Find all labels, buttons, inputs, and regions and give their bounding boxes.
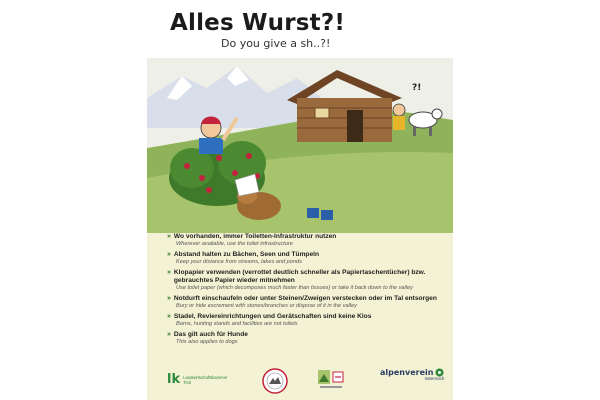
rule-item bbox=[167, 331, 449, 346]
rule-text-de: Das gilt auch für Hunde bbox=[173, 331, 248, 338]
page-title: Alles Wurst?! bbox=[170, 10, 346, 36]
alpenverein-sub: österreich bbox=[424, 376, 445, 381]
bullet-icon: » bbox=[167, 251, 171, 258]
lk-mark: lk bbox=[167, 372, 181, 387]
bullet-icon: » bbox=[167, 313, 171, 320]
alpenverein-name: alpenverein bbox=[380, 368, 434, 377]
hiker-right bbox=[393, 104, 405, 130]
rule-text-en: Barns, hunting stands and facilities are not toilets bbox=[176, 321, 298, 327]
rule-text-en: This also applies to dogs bbox=[176, 339, 238, 345]
bullet-icon: » bbox=[167, 233, 171, 240]
bullet-icon: » bbox=[167, 269, 171, 276]
rule-item bbox=[167, 233, 449, 248]
bullet-icon: » bbox=[167, 331, 171, 338]
rule-text-en: Keep your distance from streams, lakes and ponds bbox=[176, 259, 302, 265]
page-subtitle: Do you give a sh..?! bbox=[221, 37, 331, 50]
rule-text-en: Bury or hide excrement with stones/branches or dispose of it in the valley bbox=[176, 303, 357, 309]
rule-text-de: Notdurft einschaufeln oder unter Steinen/Zweigen verstecken oder im Tal entsorgen bbox=[173, 295, 437, 302]
rule-text-en: Use toilet paper (which decomposes much faster than tissues) or take it back down to the valley bbox=[176, 285, 413, 291]
rule-item bbox=[167, 295, 449, 310]
alpenverein-logo bbox=[380, 368, 444, 381]
bullet-icon: » bbox=[167, 295, 171, 302]
partner-logo bbox=[316, 368, 346, 392]
rule-text-en: Wherever available, use the toilet infrastructure bbox=[176, 241, 293, 247]
rule-item bbox=[167, 313, 449, 328]
lk-logo bbox=[167, 372, 227, 387]
rule-text-de: Wo vorhanden, immer Toiletten-Infrastruktur nutzen bbox=[173, 233, 337, 240]
rule-item bbox=[167, 269, 449, 292]
speech-mark: ?! bbox=[412, 83, 422, 93]
illustration bbox=[147, 58, 453, 233]
rule-text-de: Klopapier verwenden (verrottet deutlich schneller als Papiertaschentücher) bzw. gebrauchtes Papier wieder mitnehmen bbox=[173, 269, 426, 284]
rules-list bbox=[167, 233, 449, 349]
round-seal-logo bbox=[262, 368, 288, 394]
lk-line1: Landwirtschaftskammer bbox=[183, 374, 228, 380]
rule-text-de: Stadel, Reviereinrichtungen und Gerätschaften sind keine Klos bbox=[173, 313, 372, 320]
lk-line2: Tirol bbox=[183, 379, 192, 385]
rule-text-de: Abstand halten zu Bächen, Seen und Tümpeln bbox=[173, 251, 319, 258]
rule-item bbox=[167, 251, 449, 266]
